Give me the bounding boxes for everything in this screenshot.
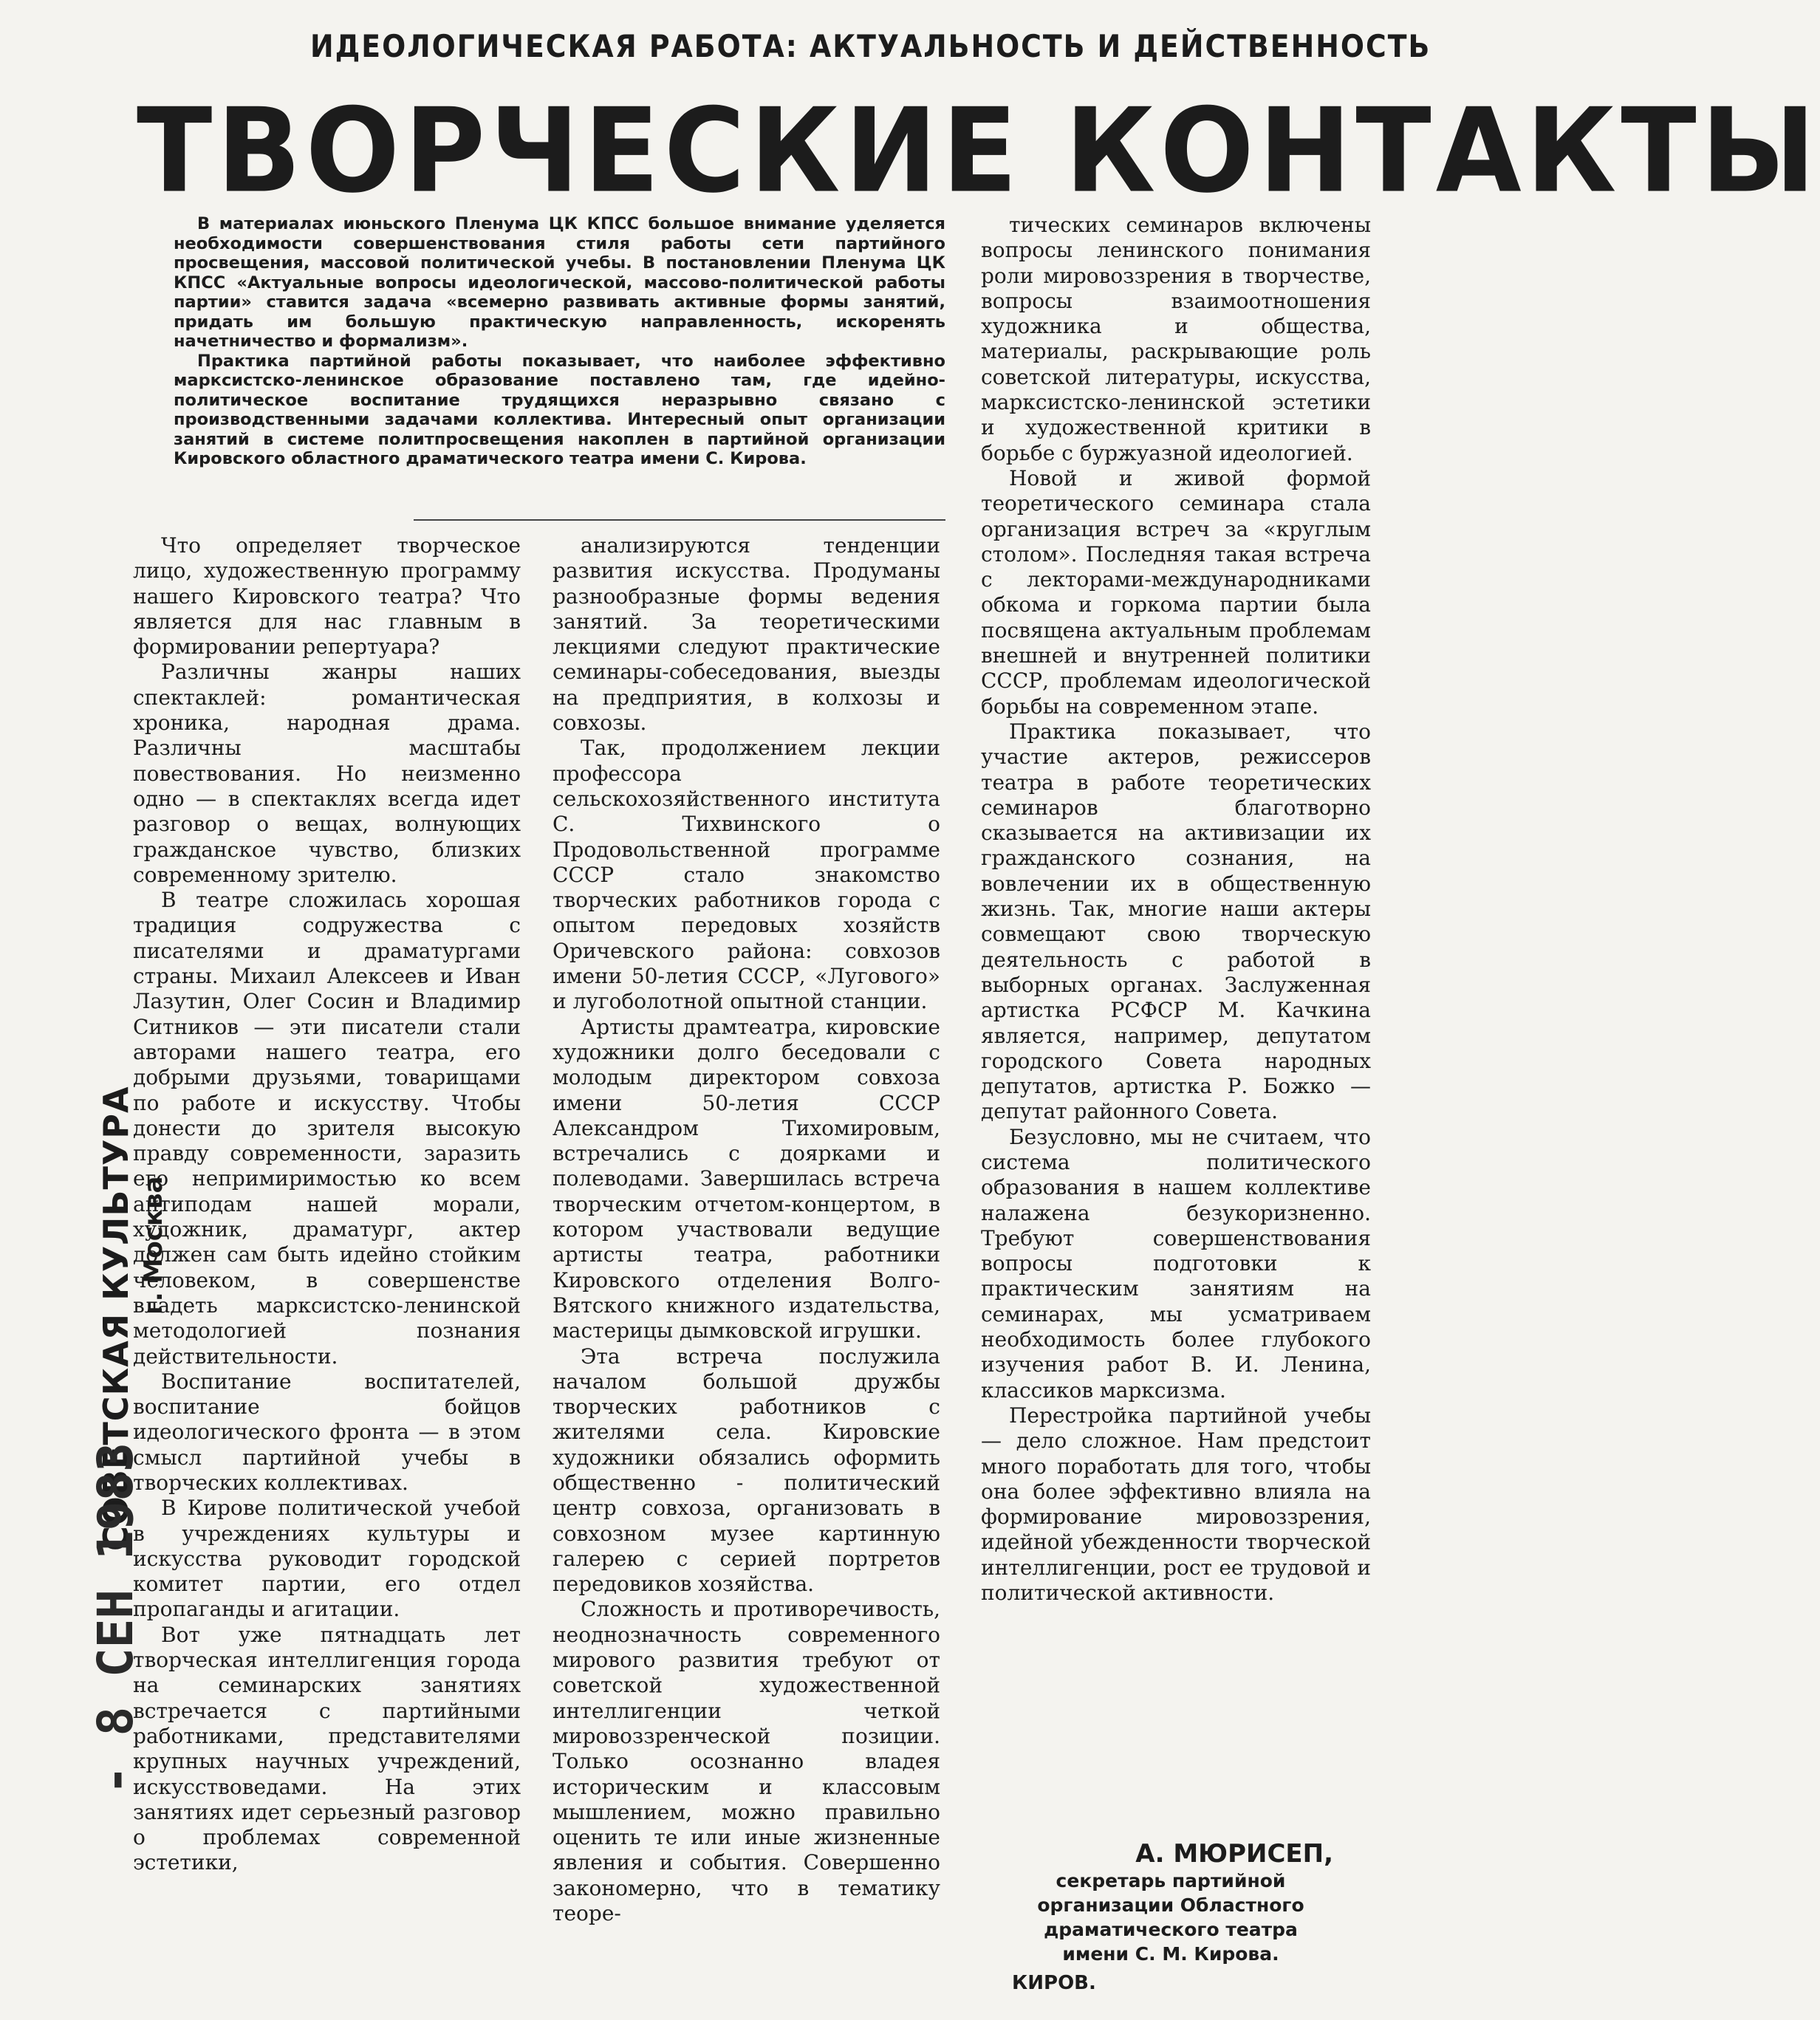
column-paragraph: Практика показывает, что участие актеров, режиссеров театра в работе теоретических семинаров благотворно сказывается на активизации их гражданского сознания, на вовлечении их в общественную жизнь. Так, многие наши актеры совмещают свою творческую деятельность с работой в выборных органах. Заслуженная артистка РСФСР М. Качкина является, например, депутатом городского Совета народных депутатов, артистка Р. Божко — депутат районного Совета. — [981, 719, 1371, 1124]
column-1 — [133, 533, 521, 1876]
column-2 — [552, 533, 940, 1926]
column-paragraph: Что определяет творческое лицо, художественную программу нашего Кировского театра? Что является для нас главным в формировании репертуара? — [133, 533, 521, 660]
column-paragraph: Воспитание воспитателей, воспитание бойцов идеологического фронта — в этом смысл партийной учебы в творческих коллективах. — [133, 1369, 521, 1495]
column-paragraph: анализируются тенденции развития искусства. Продуманы разнообразные формы ведения занятий. За теоретическими лекциями следуют практические семинары-собеседования, выезды на предприятия, в колхозы и совхозы. — [552, 533, 940, 736]
column-paragraph: Артисты драмтеатра, кировские художники долго беседовали с молодым директором совхоза имени 50-летия СССР Александром Тихомировым, встречались с доярками и полеводами. Завершилась встреча творческим отчетом-концертом, в котором участвовали ведущие артисты театра, работники Кировского отделения Волго-Вятского книжного издательства, мастерицы дымковской игрушки. — [552, 1014, 940, 1343]
column-paragraph: Вот уже пятнадцать лет творческая интеллигенция города на семинарских занятиях встречается с партийными работниками, представителями крупных научных учреждений, искусствоведами. На этих занятиях идет серьезный разговор о проблемах современной эстетики, — [133, 1622, 521, 1875]
author-title-line: имени С. М. Кирова. — [1062, 1943, 1279, 1965]
column-paragraph: тических семинаров включены вопросы ленинского понимания роли мировоззрения в творчестве, вопросы взаимоотношения художника и общества, материалы, раскрывающие роль советской литературы, искусства, марксистско-ленинской эстетики и художественной критики в борьбе с буржуазной идеологией. — [981, 213, 1371, 465]
column-paragraph: Эта встреча послужила началом большой дружбы творческих работников с жителями села. Кировские художники обязались оформить общественно - политический центр совхоза, организовать в совхозном музее картинную галерею с серией портретов передовиков хозяйства. — [552, 1343, 940, 1597]
lead-divider — [414, 519, 945, 521]
dateline-city: КИРОВ. — [1012, 1972, 1096, 1994]
author-name: А. МЮРИСЕП, — [1135, 1839, 1333, 1869]
stamp-newspaper-name: СОВЕТСКАЯ КУЛЬТУРА — [96, 1086, 136, 1551]
author-signature — [993, 1839, 1348, 1966]
kicker-rubric: ИДЕОЛОГИЧЕСКАЯ РАБОТА: АКТУАЛЬНОСТЬ И ДЕЙСТВЕННОСТЬ — [310, 28, 1431, 64]
column-paragraph: Безусловно, мы не считаем, что система политического образования в нашем коллективе налажена безукоризненно. Требуют совершенствования вопросы подготовки к практическим занятиям на семинарах, мы усматриваем необходимость более глубокого изучения работ В. И. Ленина, классиков марксизма. — [981, 1124, 1371, 1403]
column-paragraph: Сложность и противоречивость, неоднозначность современного мирового развития требуют от советской художественной интеллигенции четкой мировоззренческой позиции. Только осознанно владея историческим и классовым мышлением, можно правильно оценить те или иные жизненные явления и события. Совершенно закономерно, что в тематику теоре- — [552, 1597, 940, 1926]
column-paragraph: В Кирове политической учебой в учреждениях культуры и искусства руководит городской комитет партии, его отдел пропаганды и агитации. — [133, 1496, 521, 1622]
column-paragraph: Перестройка партийной учебы — дело сложное. Нам предстоит много поработать для того, чтобы она более эффективно влияла на формирование мировоззрения, идейной убежденности творческой интеллигенции, рост ее трудовой и политической активности. — [981, 1403, 1371, 1606]
author-title-line: секретарь партийной — [1056, 1870, 1286, 1891]
lead-paragraph: В материалах июньского Пленума ЦК КПСС большое внимание уделяется необходимости совершенствования стиля работы сети партийного просвещения, массовой политической учебы. В постановлении Пленума ЦК КПСС «Актуальные вопросы идеологической, массово-политической работы партии» ставится задача «всемерно развивать активные формы занятий, придать им большую практическую направленность, искоренять начетничество и формализм». — [174, 214, 945, 351]
stamp-city: г. Москва — [139, 1176, 168, 1315]
column-paragraph: Различны жанры наших спектаклей: романтическая хроника, народная драма. Различны масштабы повествования. Но неизменно одно — в спектаклях всегда идет разговор о вещах, волнующих гражданское чувство, близких современному зрителю. — [133, 660, 521, 887]
author-title-line: организации Областного — [1037, 1894, 1304, 1916]
column-3 — [981, 213, 1371, 1606]
column-paragraph: Так, продолжением лекции профессора сельскохозяйственного института С. Тихвинского о Продовольственной программе СССР стало знакомство творческих работников города с опытом передовых хозяйств Оричевского района: совхозов имени 50-летия СССР, «Лугового» и лугоболотной опытной станции. — [552, 736, 940, 1014]
stamp-date: - 8 СЕН 1983 — [87, 1442, 144, 1795]
headline: ТВОРЧЕСКИЕ КОНТАКТЫ — [137, 83, 1820, 219]
lead-paragraphs — [174, 214, 945, 469]
column-paragraph: В театре сложилась хорошая традиция содружества с писателями и драматургами страны. Михаил Алексеев и Иван Лазутин, Олег Сосин и Владимир Ситников — эти писатели стали авторами нашего театра, его добрыми друзьями, товарищами по работе и искусству. Чтобы донести до зрителя высокую правду современности, заразить его непримиримостью ко всем антиподам нашей морали, художник, драматург, актер должен сам быть идейно стойким человеком, в совершенстве владеть марксистско-ленинской методологией познания действительности. — [133, 888, 521, 1369]
column-paragraph: Новой и живой формой теоретического семинара стала организация встреч за «круглым столом». Последняя такая встреча с лекторами-международниками обкома и горкома партии была посвящена актуальным проблемам внешней и внутренней политики СССР, проблемам идеологической борьбы на современном этапе. — [981, 465, 1371, 719]
author-title-line: драматического театра — [1044, 1919, 1298, 1940]
lead-paragraph: Практика партийной работы показывает, что наиболее эффективно марксистско-ленинское образование поставлено там, где идейно-политическое воспитание трудящихся неразрывно связано с производственными задачами коллектива. Интересный опыт организации занятий в системе политпросвещения накоплен в партийной организации Кировского областного драматического театра имени С. Кирова. — [174, 351, 945, 468]
